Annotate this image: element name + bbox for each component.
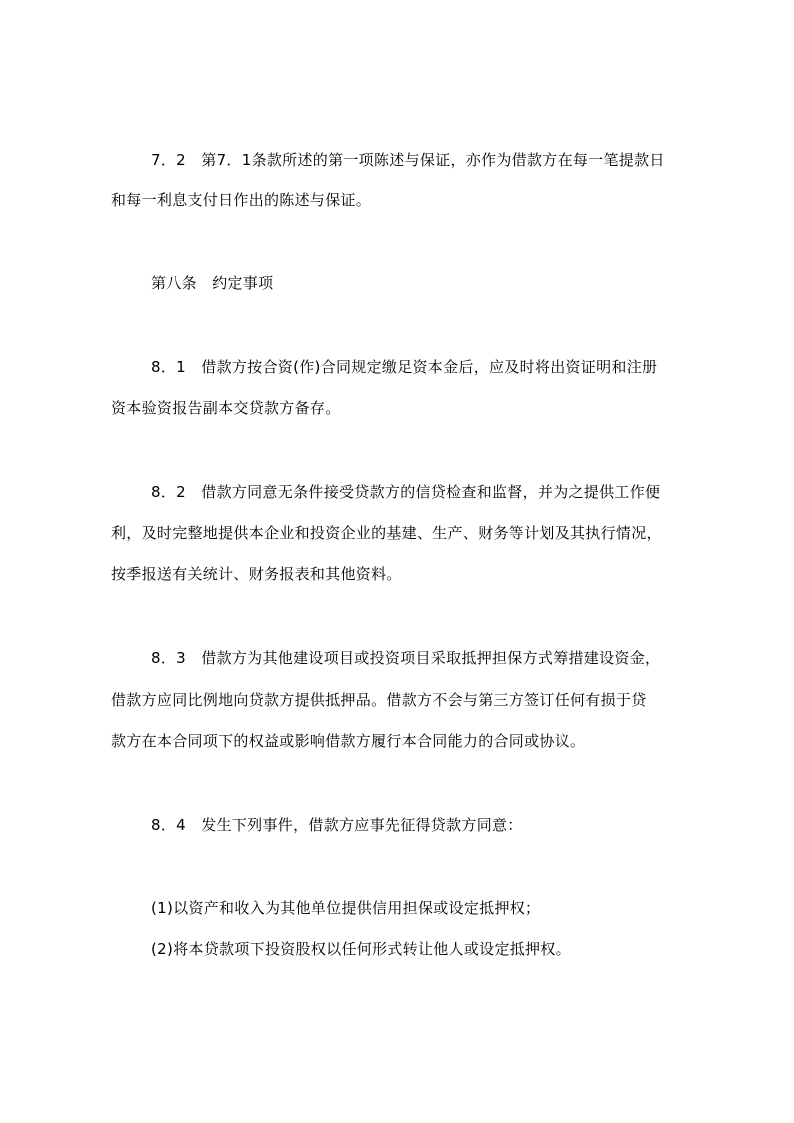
clause-8-3-line-2: 借款方应同比例地向贷款方提供抵押品。借款方不会与第三方签订任何有损于贷 [111, 691, 647, 709]
clause-7-2-line-2: 和每一利息支付日作出的陈述与保证。 [111, 191, 372, 209]
clause-8-1-line-1: 8．1 借款方按合资(作)合同规定缴足资本金后，应及时将出资证明和注册 [151, 358, 658, 376]
clause-8-2-line-3: 按季报送有关统计、财务报表和其他资料。 [111, 565, 402, 583]
article-8-heading: 第八条 约定事项 [151, 274, 274, 292]
clause-8-1-line-2: 资本验资报告副本交贷款方备存。 [111, 399, 341, 417]
clause-8-2-line-2: 利，及时完整地提供本企业和投资企业的基建、生产、财务等计划及其执行情况， [111, 524, 662, 542]
clause-8-3-line-1: 8．3 借款方为其他建设项目或投资项目采取抵押担保方式筹措建设资金， [151, 649, 661, 667]
list-item: (1)以资产和收入为其他单位提供信用担保或设定抵押权； [151, 899, 541, 917]
clause-8-4-line-1: 8．4 发生下列事件，借款方应事先征得贷款方同意： [151, 816, 523, 834]
clause-8-3-line-3: 款方在本合同项下的权益或影响借款方履行本合同能力的合同或协议。 [111, 732, 586, 750]
clause-8-2-line-1: 8．2 借款方同意无条件接受贷款方的信贷检查和监督，并为之提供工作便 [151, 483, 661, 501]
list-item: (2)将本贷款项下投资股权以任何形式转让他人或设定抵押权。 [151, 940, 571, 958]
clause-7-2-line-1: 7．2 第7．1条款所述的第一项陈述与保证，亦作为借款方在每一笔提款日 [151, 151, 665, 169]
